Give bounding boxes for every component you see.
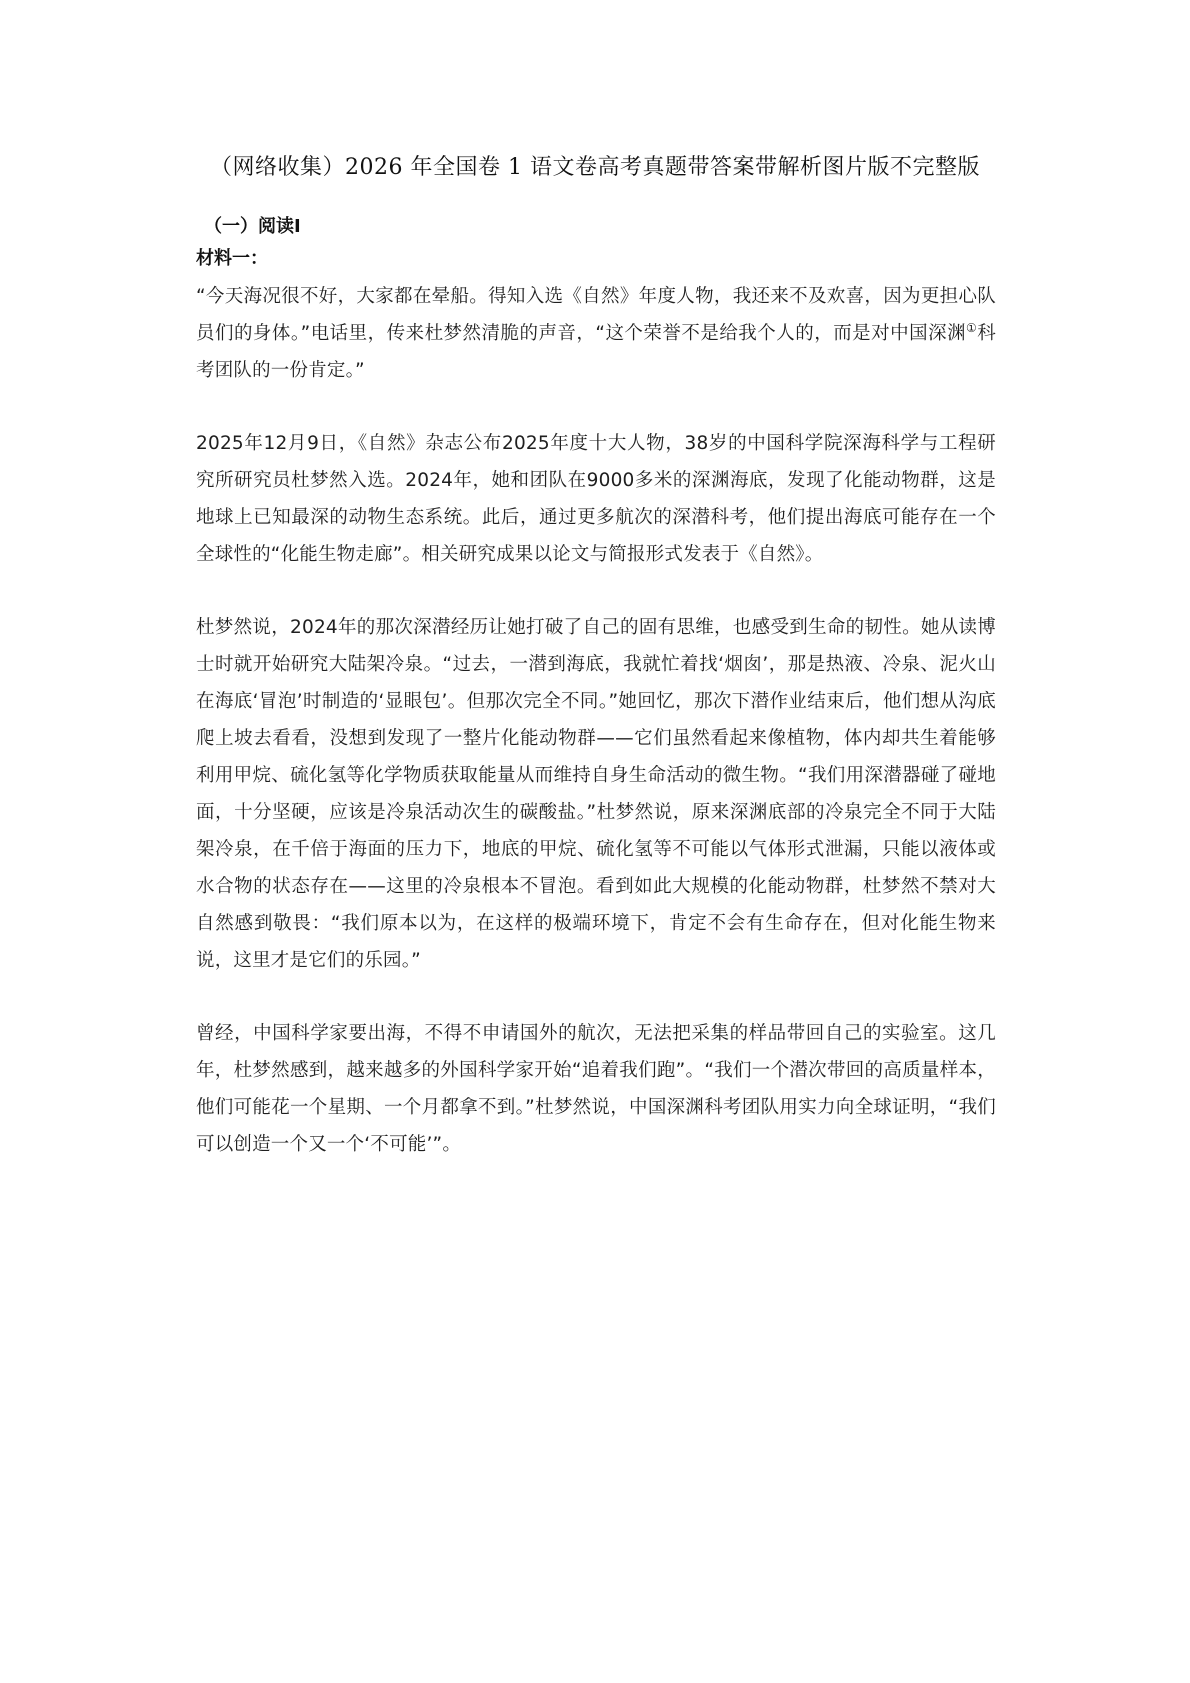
material-label: 材料一： [196, 248, 268, 269]
footnote-marker: ① [966, 320, 978, 335]
paragraph-1 [196, 278, 996, 389]
paragraph-2: 2025年12月9日，《自然》杂志公布2025年度十大人物，38岁的中国科学院深海科学与工程研究所研究员杜梦然入选。2024年，她和团队在9000多米的深渊海底，发现了化能动物群，这是地球上已知最深的动物生态系统。此后，通过更多航次的深潜科考，他们提出海底可能存在一个全球性的“化能生物走廊”。相关研究成果以论文与简报形式发表于《自然》。 [196, 433, 996, 565]
document-body [196, 212, 996, 1163]
section-heading: （一）阅读I [204, 216, 301, 237]
paragraph-4: 曾经，中国科学家要出海，不得不申请国外的航次，无法把采集的样品带回自己的实验室。这几年，杜梦然感到，越来越多的外国科学家开始“追着我们跑”。“我们一个潜次带回的高质量样本，他们可能花一个星期、一个月都拿不到。”杜梦然说，中国深渊科考团队用实力向全球证明，“我们可以创造一个又一个‘不可能’”。 [196, 1023, 996, 1155]
paragraph-3: 杜梦然说，2024年的那次深潜经历让她打破了自己的固有思维，也感受到生命的韧性。她从读博士时就开始研究大陆架冷泉。“过去，一潜到海底，我就忙着找‘烟囱’，那是热液、冷泉、泥火山在海底‘冒泡’时制造的‘显眼包’。但那次完全不同。”她回忆，那次下潜作业结束后，他们想从沟底爬上坡去看看，没想到发现了一整片化能动物群——它们虽然看起来像植物，体内却共生着能够利用甲烷、硫化氢等化学物质获取能量从而维持自身生命活动的微生物。“我们用深潜器碰了碰地面，十分坚硬，应该是冷泉活动次生的碳酸盐。”杜梦然说，原来深渊底部的冷泉完全不同于大陆架冷泉，在千倍于海面的压力下，地底的甲烷、硫化氢等不可能以气体形式泄漏，只能以液体或水合物的状态存在——这里的冷泉根本不冒泡。看到如此大规模的化能动物群，杜梦然不禁对大自然感到敬畏：“我们原本以为，在这样的极端环境下，肯定不会有生命存在，但对化能生物来说，这里才是它们的乐园。” [196, 617, 996, 971]
paragraph-1-text: “今天海况很不好，大家都在晕船。得知入选《自然》年度人物，我还来不及欢喜，因为更担心队员们的身体。”电话里，传来杜梦然清脆的声音，“这个荣誉不是给我个人的，而是对中国深渊 [196, 286, 996, 344]
document-title: （网络收集）2026 年全国卷 1 语文卷高考真题带答案带解析图片版不完整版 [210, 155, 980, 180]
paragraph-1-text-end: 科考团队的一份肯定。” [196, 323, 996, 381]
